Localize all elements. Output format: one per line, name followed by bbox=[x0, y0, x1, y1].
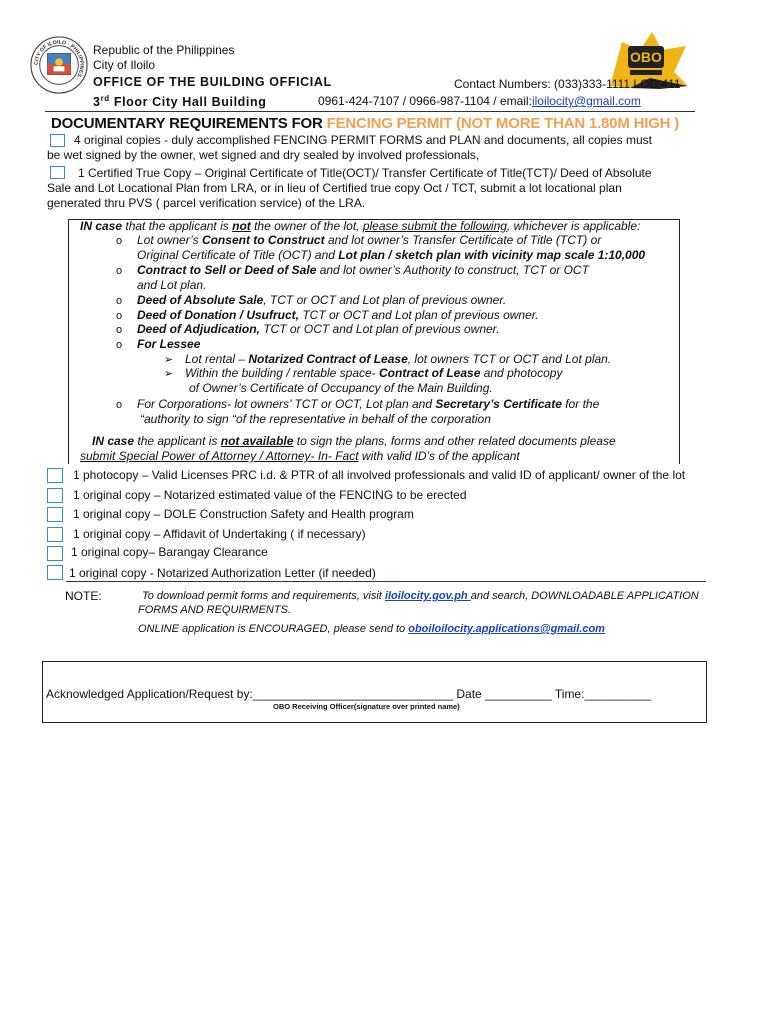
note-line2: FORMS AND REQUIRMENTS. bbox=[138, 604, 291, 616]
case-item-3: Deed of Absolute Sale, TCT or OCT and Lot plan of previous owner. bbox=[137, 293, 507, 307]
svg-text:CITY OF ILOILO · PHILIPPINES ·: CITY OF ILOILO · PHILIPPINES · bbox=[33, 39, 85, 82]
header-city: City of Iloilo bbox=[93, 58, 156, 72]
case-item-2-line1: Contract to Sell or Deed of Sale and lot owner’s Authority to construct, TCT or OCT bbox=[137, 263, 589, 277]
svg-text:OBO: OBO bbox=[630, 49, 662, 65]
requirement-7: 1 original copy– Barangay Clearance bbox=[71, 545, 268, 559]
requirement-8: 1 original copy - Notarized Authorization Letter (if needed) bbox=[69, 566, 376, 580]
requirement-checkbox-5[interactable] bbox=[47, 507, 63, 522]
lessee-item-1: Lot rental – Notarized Contract of Lease, lot owners TCT or OCT and Lot plan. bbox=[185, 352, 612, 366]
header-divider bbox=[45, 111, 695, 112]
city-seal-logo bbox=[30, 36, 88, 94]
email-link[interactable]: oboiloilocity.applications@gmail.com bbox=[408, 623, 605, 635]
case-item-2-line2: and Lot plan. bbox=[137, 278, 207, 292]
page-title: DOCUMENTARY REQUIREMENTS FOR FENCING PERMIT (NOT MORE THAN 1.80M HIGH ) bbox=[51, 115, 680, 132]
requirement-checkbox-4[interactable] bbox=[47, 488, 63, 503]
header-republic: Republic of the Philippines bbox=[93, 43, 235, 57]
requirement-2-line1: 1 Certified True Copy – Original Certificate of Title(OCT)/ Transfer Certificate of Title(TCT)/ Deed of Absolute bbox=[78, 166, 652, 180]
items-divider bbox=[66, 581, 706, 582]
requirement-1-line1: 4 original copies - duly accomplished FENCING PERMIT FORMS and PLAN and documents, all copies must bbox=[74, 133, 653, 147]
header-contact-numbers: Contact Numbers: (033)333-1111 LOC 411 bbox=[454, 77, 681, 91]
bullet-3: o bbox=[116, 295, 123, 307]
bullet-1: o bbox=[116, 235, 123, 247]
note-line1: To download permit forms and requirements, visit iloilocity.gov.ph and search, DOWNLOADABLE APPLICATION bbox=[142, 590, 699, 602]
case-item-4: Deed of Donation / Usufruct, TCT or OCT and Lot plan of previous owner. bbox=[137, 308, 539, 322]
requirement-checkbox-6[interactable] bbox=[47, 527, 63, 542]
requirement-checkbox-7[interactable] bbox=[47, 546, 63, 561]
case-item-6: For Lessee bbox=[137, 337, 201, 351]
case-item-1-line1: Lot owner’s Consent to Construct and lot owner’s Transfer Certificate of Title (TCT) or bbox=[137, 233, 602, 247]
case-intro: IN case that the applicant is not the owner of the lot, please submit the following, whichever is applicable: bbox=[80, 219, 641, 233]
requirement-checkbox-2[interactable] bbox=[50, 166, 65, 179]
requirement-2-line3: generated thru PVS ( parcel verification service) of the LRA. bbox=[47, 196, 366, 210]
requirement-checkbox-3[interactable] bbox=[47, 468, 63, 483]
bullet-6: o bbox=[116, 339, 123, 351]
case-item-7-line1: For Corporations- lot owners’ TCT or OCT, Lot plan and Secretary’s Certificate for the bbox=[137, 397, 600, 411]
acknowledgement-line: Acknowledged Application/Request by:______________________________ Date __________ Time:__________ bbox=[46, 687, 652, 701]
requirement-checkbox-8[interactable] bbox=[47, 565, 63, 580]
receiving-officer-label: OBO Receiving Officer(signature over printed name) bbox=[273, 702, 460, 711]
requirement-1-line2: be wet signed by the owner, wet signed and dry sealed by involved professionals, bbox=[47, 148, 480, 162]
header-office: OFFICE OF THE BUILDING OFFICIAL bbox=[93, 75, 332, 89]
requirement-5: 1 original copy – DOLE Construction Safety and Health program bbox=[73, 507, 414, 521]
case-item-1-line2: Original Certificate of Title (OCT) and Lot plan / sketch plan with vicinity map scale 1:10,000 bbox=[137, 248, 646, 262]
page-title-highlight: FENCING PERMIT (NOT MORE THAN 1.80M HIGH ) bbox=[326, 115, 680, 132]
note-line3: ONLINE application is ENCOURAGED, please send to oboiloilocity.applications@gmail.com bbox=[138, 623, 605, 635]
requirement-2-line2: Sale and Lot Locational Plan from LRA, or in lieu of Certified true copy Oct / TCT, submit a lot locational plan bbox=[47, 181, 622, 195]
requirement-6: 1 original copy – Affidavit of Undertaking ( if necessary) bbox=[73, 527, 366, 541]
header-floor: 3rd Floor City Hall Building bbox=[93, 94, 267, 110]
requirement-4: 1 original copy – Notarized estimated value of the FENCING to be erected bbox=[73, 488, 467, 502]
header-email-link[interactable]: iloilocity@gmail.com bbox=[531, 94, 641, 108]
case-item-7-line2: “authority to sign “of the representative in behalf of the corporation bbox=[140, 412, 491, 426]
bullet-7: o bbox=[116, 399, 123, 411]
requirement-3: 1 photocopy – Valid Licenses PRC i.d. & PTR of all involved professionals and valid ID of applicant/ owner of the lot bbox=[73, 468, 686, 482]
lessee-item-2-line1: Within the building / rentable space- Contract of Lease and photocopy bbox=[185, 366, 563, 380]
arrow-bullet-2: ➢ bbox=[164, 368, 174, 380]
header-contact-line2: 0961-424-7107 / 0966-987-1104 / email:iloilocity@gmail.com bbox=[318, 94, 641, 108]
not-available-line1: IN case the applicant is not available to sign the plans, forms and other related documents please bbox=[92, 434, 616, 448]
case-item-5: Deed of Adjudication, TCT or OCT and Lot plan of previous owner. bbox=[137, 322, 500, 336]
bullet-2: o bbox=[116, 265, 123, 277]
website-link[interactable]: iloilocity.gov.ph bbox=[384, 590, 471, 602]
bullet-5: o bbox=[116, 324, 123, 336]
requirement-checkbox-1[interactable] bbox=[50, 134, 65, 147]
arrow-bullet-1: ➢ bbox=[164, 354, 174, 366]
lessee-item-2-line2: of Owner’s Certificate of Occupancy of the Main Building. bbox=[189, 381, 493, 395]
note-label: NOTE: bbox=[65, 589, 102, 603]
bullet-4: o bbox=[116, 310, 123, 322]
not-available-line2: submit Special Power of Attorney / Attorney- In- Fact with valid ID’s of the applicant bbox=[80, 449, 520, 463]
